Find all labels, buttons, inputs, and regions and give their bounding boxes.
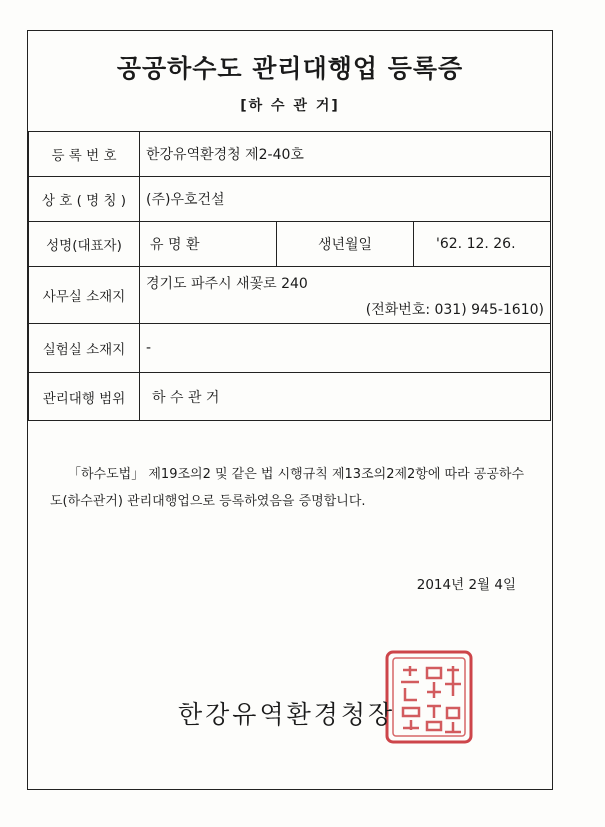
document-subtitle: [하 수 관 거] [240,98,340,114]
office-phone-value: (전화번호: 031) 945-1610) [365,302,544,318]
lab-address-value: - [140,324,551,373]
table-row-scope [29,373,551,421]
issuer-name: 한강유역환경청장 [178,700,396,729]
office-address-cell [140,267,551,324]
birth-date-label: 생년월일 [277,222,414,267]
registration-number-label: 등 록 번 호 [29,132,140,177]
table-row-business-name [29,177,551,222]
office-address-label: 사무실 소재지 [29,267,140,324]
lab-address-label: 실험실 소재지 [29,324,140,373]
business-name-value: (주)우호건설 [140,177,551,222]
certification-text: 「하수도법」 제19조의2 및 같은 법 시행규칙 제13조의2제2항에 따라 공공하수도(하수관거) 관리대행업으로 등록하였음을 증명합니다. [50,467,525,509]
info-table [28,131,551,421]
office-address-value: 경기도 파주시 새꽃로 240 [146,276,308,292]
business-name-label: 상 호 ( 명 칭 ) [29,177,140,222]
table-row-lab-address [29,324,551,373]
scope-label: 관리대행 범위 [29,373,140,421]
representative-value: 유 명 환 [140,222,277,267]
representative-label: 성명(대표자) [29,222,140,267]
official-seal-icon [383,648,475,746]
table-row-representative [29,222,551,267]
table-row-registration-number [29,132,551,177]
scope-value: 하 수 관 거 [140,373,551,421]
certificate-frame [27,30,553,790]
document-title: 공공하수도 관리대행업 등록증 [116,54,464,83]
table-row-office-address [29,267,551,324]
registration-number-value: 한강유역환경청 제2-40호 [140,132,551,177]
birth-date-value: '62. 12. 26. [414,222,551,267]
issue-date: 2014년 2월 4일 [416,577,516,593]
